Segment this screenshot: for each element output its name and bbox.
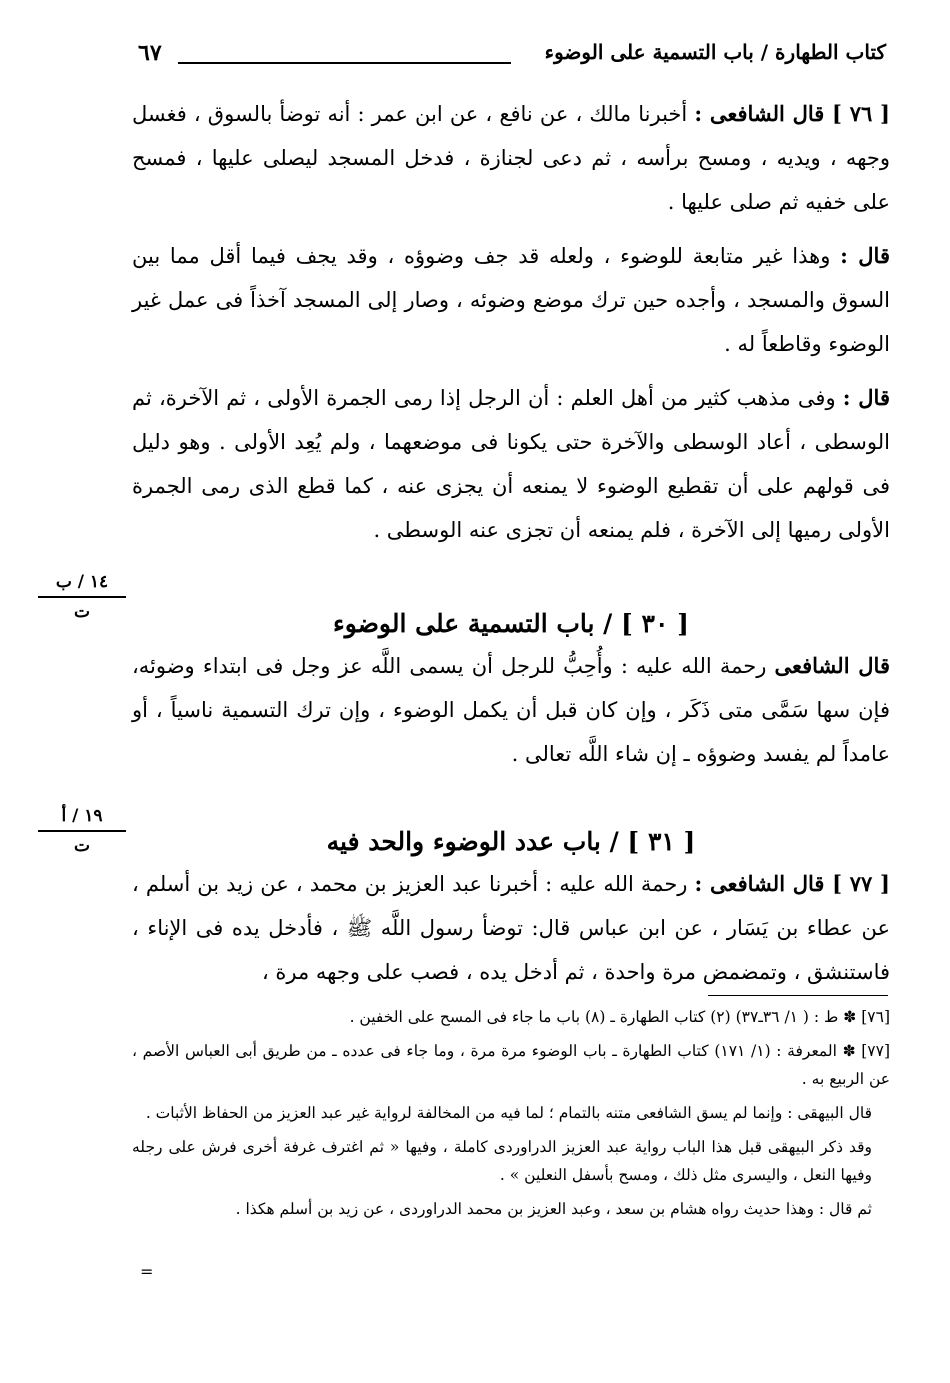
margin-ref-source: ت bbox=[73, 836, 90, 856]
header-rule bbox=[178, 62, 511, 64]
margin-ref-14b bbox=[38, 572, 126, 622]
paragraph-body: رحمة الله عليه : وأُحِبُّ للرجل أن يسمى اللَّه عز وجل فى ابتداء وضوئه، فإن سها سَمَّى متى ذَكَر ، وإن كان قبل أن يكمل الوضوء ، وإن ترك التسمية ناسياً ، أو عامداً لم يفسد وضوؤه ـ إن شاء اللَّه تعالى . bbox=[132, 654, 890, 766]
paragraph-lead: قال : bbox=[840, 243, 890, 268]
margin-ref-number: ١٤ / ب bbox=[38, 572, 126, 598]
footnote-76: [٧٦] ✽ ط : ( ١/ ٣٦ـ٣٧) (٢) كتاب الطهارة ـ (٨) باب ما جاء فى المسح على الخفين . bbox=[349, 1008, 890, 1026]
paragraph-lead: [ ٧٦ ] قال الشافعى : bbox=[694, 101, 890, 126]
footnotes bbox=[132, 1003, 890, 1229]
running-header bbox=[138, 40, 886, 76]
page-number: ٦٧ bbox=[138, 40, 162, 66]
footnote-77-chain: ثم قال : وهذا حديث رواه هشام بن سعد ، وعبد العزيز بن محمد الدراوردى ، عن زيد بن أسلم هكذا . bbox=[235, 1200, 872, 1218]
paragraph-body: أخبرنا مالك ، عن نافع ، عن ابن عمر : أنه توضأ بالسوق ، فغسل وجهه ، ويديه ، ومسح برأسه ، ثم دعى لجنازة ، فدخل المسجد ليصلى عليها ، فمسح على خفيه ثم صلى عليها . bbox=[132, 102, 890, 214]
paragraph-77 bbox=[132, 862, 890, 994]
main-text bbox=[132, 92, 890, 1004]
section-30-title: [ ٣٠ ] / باب التسمية على الوضوء bbox=[333, 609, 689, 638]
continuation-mark: = bbox=[140, 1262, 154, 1281]
margin-ref-source: ت bbox=[73, 602, 90, 622]
footnote-separator bbox=[708, 995, 888, 996]
header-title: كتاب الطهارة / باب التسمية على الوضوء bbox=[544, 40, 886, 64]
paragraph-lead: قال : bbox=[842, 385, 890, 410]
paragraph-commentary-2 bbox=[132, 376, 890, 552]
footnote-77-full-narration: وقد ذكر البيهقى قبل هذا الباب رواية عبد العزيز الدراوردى كاملة ، وفيها « ثم اغترف غرفة أخرى فرش على رجله وفيها النعل ، واليسرى مثل ذلك ، ومسح بأسفل النعلين » . bbox=[132, 1138, 872, 1184]
paragraph-body: وهذا غير متابعة للوضوء ، ولعله قد جف وضوؤه ، وقد يجف فيما أقل مما بين السوق والمسجد ، وأجده حين ترك موضع وضوئه ، وصار إلى المسجد آخذاً فى عمل غير الوضوء وقاطعاً له . bbox=[132, 244, 890, 356]
paragraph-76 bbox=[132, 92, 890, 224]
footnote-77-bayhaqi: قال البيهقى : وإنما لم يسق الشافعى متنه بالتمام ؛ لما فيه من المخالفة لرواية غير عبد العزيز من الحفاظ الأثبات . bbox=[145, 1104, 872, 1122]
margin-ref-number: ١٩ / أ bbox=[38, 806, 126, 832]
paragraph-commentary-1 bbox=[132, 234, 890, 366]
section-31-title: [ ٣١ ] / باب عدد الوضوء والحد فيه bbox=[326, 827, 696, 856]
margin-ref-19a bbox=[38, 806, 126, 856]
paragraph-section-30 bbox=[132, 644, 890, 776]
paragraph-body: وفى مذهب كثير من أهل العلم : أن الرجل إذا رمى الجمرة الأولى ، ثم الآخرة، ثم الوسطى ، أعاد الوسطى والآخرة حتى يكونا فى موضعهما ، ولم يُعِد الأولى . وهو دليل فى قولهم على أن تقطيع الوضوء لا يمنعه أن يجزى عنه ، كما قطع الذى رمى الجمرة الأولى رميها إلى الآخرة ، فلم يمنعه أن تجزى عنه الوسطى . bbox=[132, 386, 890, 542]
paragraph-body: رحمة الله عليه : أخبرنا عبد العزيز بن محمد ، عن زيد بن أسلم ، عن عطاء بن يَسَار ، عن ابن عباس قال: توضأ رسول اللَّه ﷺ ، فأدخل يده فى الإناء ، فاستنشق ، وتمضمض مرة واحدة ، ثم أدخل يده ، فصب على وجهه مرة ، bbox=[132, 872, 890, 984]
footnote-77: [٧٧] ✽ المعرفة : (١/ ١٧١) كتاب الطهارة ـ باب الوضوء مرة مرة ، وما جاء فى عدده ـ من طريق أبى العباس الأصم ، عن الربيع به . bbox=[132, 1042, 890, 1088]
paragraph-lead: [ ٧٧ ] قال الشافعى : bbox=[694, 871, 890, 896]
paragraph-lead: قال الشافعى bbox=[774, 653, 890, 678]
